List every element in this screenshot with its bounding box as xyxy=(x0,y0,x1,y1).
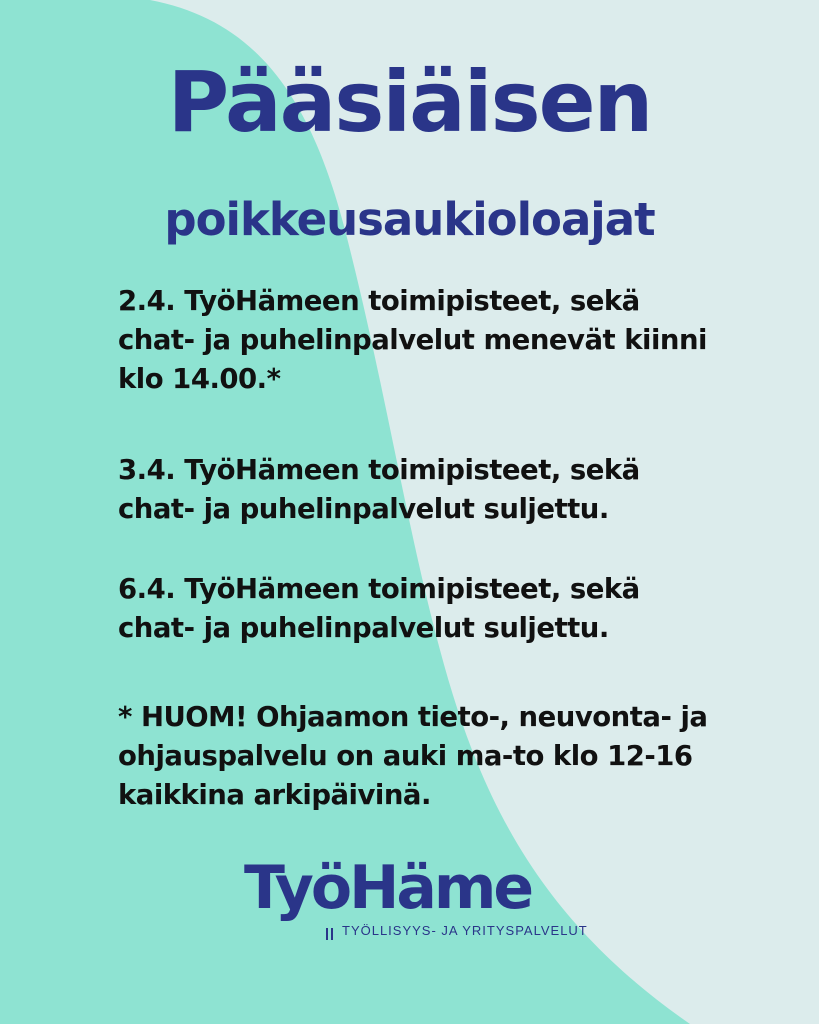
notice-april-2 xyxy=(118,282,758,399)
notice-line: kaikkina arkipäivinä. xyxy=(118,779,431,811)
page-title: Pääsiäisen xyxy=(167,53,652,151)
notice-footnote xyxy=(118,698,758,815)
notice-april-3 xyxy=(118,451,758,529)
tyohame-logo xyxy=(244,852,588,942)
logo-bars-icon xyxy=(326,925,338,937)
notice-line: 6.4. TyöHämeen toimipisteet, sekä xyxy=(118,573,640,605)
notice-line: ohjauspalvelu on auki ma-to klo 12-16 xyxy=(118,740,693,772)
notice-line: 3.4. TyöHämeen toimipisteet, sekä xyxy=(118,454,640,486)
notice-line: klo 14.00.* xyxy=(118,363,281,395)
page-subtitle: poikkeusaukioloajat xyxy=(164,193,655,246)
notice-line: chat- ja puhelinpalvelut menevät kiinni xyxy=(118,324,707,356)
notice-april-6 xyxy=(118,570,758,648)
notice-line: chat- ja puhelinpalvelut suljettu. xyxy=(118,612,609,644)
notice-line: 2.4. TyöHämeen toimipisteet, sekä xyxy=(118,285,640,317)
logo-tagline: TYÖLLISYYS- JA YRITYSPALVELUT xyxy=(342,923,588,938)
notice-line: * HUOM! Ohjaamon tieto-, neuvonta- ja xyxy=(118,701,708,733)
logo-wordmark: TyöHäme xyxy=(244,853,532,923)
notice-line: chat- ja puhelinpalvelut suljettu. xyxy=(118,493,609,525)
